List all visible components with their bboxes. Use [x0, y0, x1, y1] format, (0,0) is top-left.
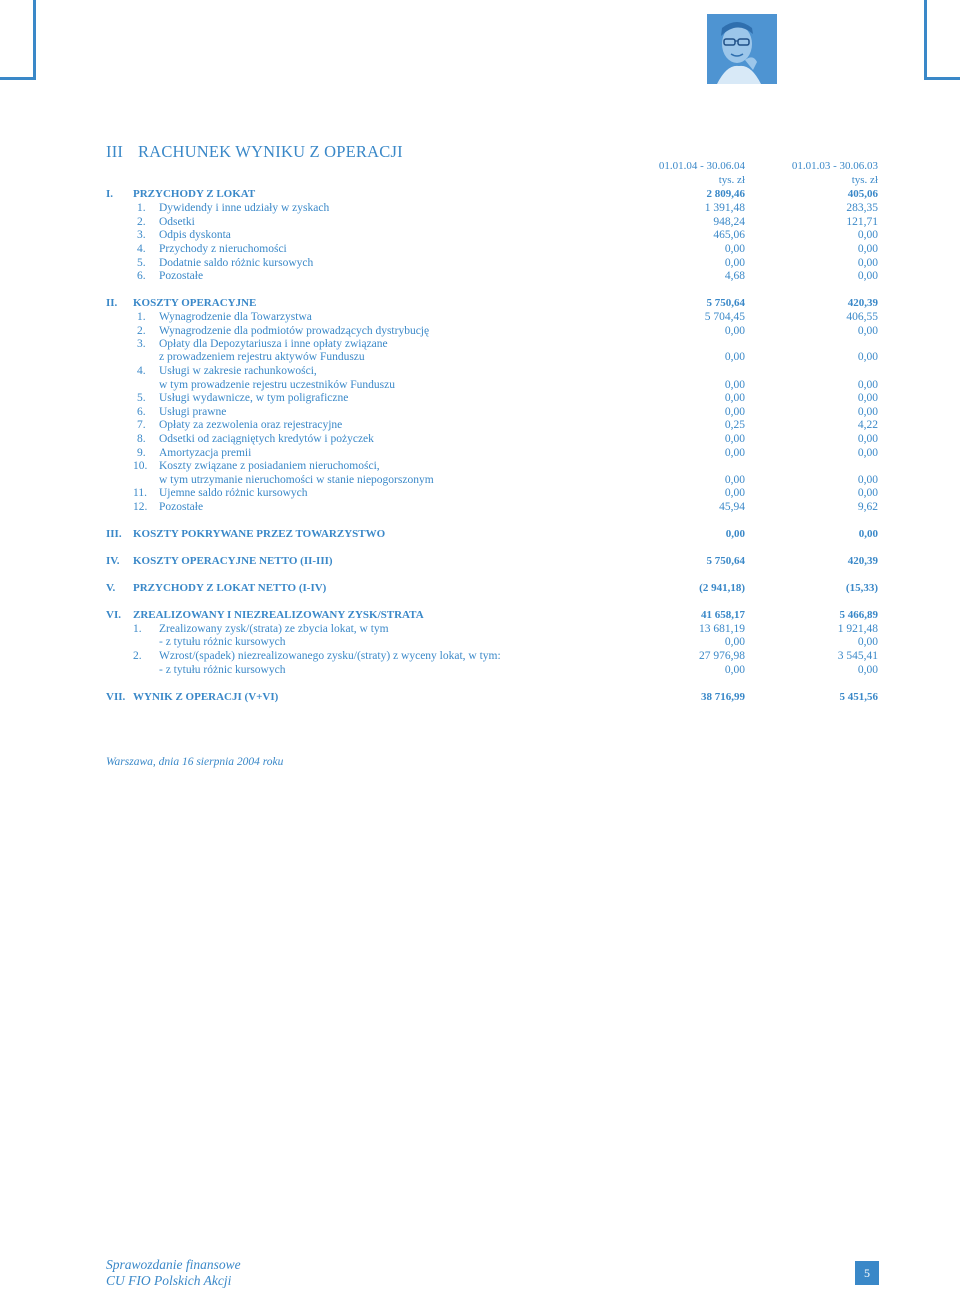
row-label: - z tytułu różnic kursowych — [159, 664, 286, 676]
row-label: Dodatnie saldo różnic kursowych — [159, 257, 314, 269]
row-label: PRZYCHODY Z LOKAT — [133, 188, 256, 200]
table-row — [0, 256, 960, 270]
row-number: III. — [106, 528, 122, 540]
value-period2: 405,06 — [847, 188, 878, 200]
row-label: Wzrost/(spadek) niezrealizowanego zysku/(straty) z wyceny lokat, w tym: — [159, 650, 501, 662]
row-label: - z tytułu różnic kursowych — [159, 636, 286, 648]
row-number: 9. — [137, 447, 146, 459]
value-period1: 0,00 — [724, 379, 745, 391]
signature-place-date: Warszawa, dnia 16 sierpnia 2004 roku — [106, 756, 284, 768]
section-row — [0, 187, 960, 201]
table-row — [0, 228, 960, 242]
row-label: ZREALIZOWANY I NIEZREALIZOWANY ZYSK/STRATA — [133, 609, 424, 621]
column-header-units — [0, 173, 960, 187]
value-period1: (2 941,18) — [699, 582, 745, 594]
unit1-label: tys. zł — [718, 174, 745, 186]
value-period2: 0,00 — [857, 474, 878, 486]
value-period1: 0,00 — [725, 528, 745, 540]
row-number: VII. — [106, 691, 126, 703]
row-label: Odpis dyskonta — [159, 229, 231, 241]
row-number: IV. — [106, 555, 120, 567]
value-period2: 4,22 — [857, 419, 878, 431]
value-period1: 5 704,45 — [704, 311, 745, 323]
row-number: 6. — [137, 270, 146, 282]
value-period1: 465,06 — [713, 229, 745, 241]
table-row — [0, 418, 960, 432]
table-row — [0, 337, 960, 351]
table-row — [0, 405, 960, 419]
section-row — [0, 527, 960, 541]
row-number: 3. — [137, 338, 146, 350]
row-number: 11. — [133, 487, 147, 499]
row-number: I. — [106, 188, 114, 200]
page-number-box: 5 — [855, 1261, 879, 1285]
row-label: PRZYCHODY Z LOKAT NETTO (I-IV) — [133, 582, 327, 594]
value-period1: 0,00 — [724, 351, 745, 363]
row-number: 2. — [137, 325, 146, 337]
unit2-label: tys. zł — [851, 174, 878, 186]
row-label: Dywidendy i inne udziały w zyskach — [159, 202, 330, 214]
value-period1: 27 976,98 — [699, 650, 745, 662]
row-number: 5. — [137, 257, 146, 269]
value-period2: 1 921,48 — [837, 623, 878, 635]
corner-frame-left — [0, 0, 36, 80]
row-number: 6. — [137, 406, 146, 418]
row-number: 3. — [137, 229, 146, 241]
row-number: 1. — [133, 623, 142, 635]
table-row — [0, 364, 960, 378]
table-row — [0, 391, 960, 405]
row-label: KOSZTY OPERACYJNE — [133, 297, 257, 309]
row-number: 8. — [137, 433, 146, 445]
value-period2: 5 451,56 — [839, 691, 878, 703]
value-period1: 0,00 — [724, 406, 745, 418]
value-period2: 5 466,89 — [839, 609, 878, 621]
value-period2: 0,00 — [857, 447, 878, 459]
value-period2: 0,00 — [857, 257, 878, 269]
value-period2: 3 545,41 — [837, 650, 878, 662]
row-label: Amortyzacja premii — [159, 447, 252, 459]
value-period1: 5 750,64 — [706, 555, 745, 567]
table-row — [0, 473, 960, 487]
section-row — [0, 608, 960, 622]
value-period2: 0,00 — [857, 379, 878, 391]
value-period1: 0,00 — [724, 447, 745, 459]
row-number: 1. — [137, 202, 146, 214]
value-period2: 9,62 — [857, 501, 878, 513]
value-period1: 0,00 — [724, 325, 745, 337]
section-row — [0, 690, 960, 704]
value-period1: 38 716,99 — [701, 691, 745, 703]
row-label: Wynagrodzenie dla podmiotów prowadzących dystrybucję — [159, 325, 430, 337]
value-period2: 0,00 — [857, 664, 878, 676]
value-period2: 283,35 — [846, 202, 878, 214]
row-number: 5. — [137, 392, 146, 404]
table-row — [0, 459, 960, 473]
value-period1: 948,24 — [713, 216, 745, 228]
table-row — [0, 649, 960, 663]
section-title: RACHUNEK WYNIKU Z OPERACJI — [138, 142, 403, 161]
row-label: Usługi prawne — [159, 406, 227, 418]
row-number: 4. — [137, 243, 146, 255]
value-period1: 0,25 — [724, 419, 745, 431]
value-period2: 0,00 — [857, 487, 878, 499]
row-number: 2. — [137, 216, 146, 228]
column-header-periods — [0, 159, 960, 173]
row-number: 1. — [137, 311, 146, 323]
table-row — [0, 486, 960, 500]
table-row — [0, 622, 960, 636]
table-row — [0, 378, 960, 392]
row-number: VI. — [106, 609, 121, 621]
value-period1: 41 658,17 — [701, 609, 745, 621]
value-period1: 1 391,48 — [704, 202, 745, 214]
value-period1: 45,94 — [719, 501, 745, 513]
row-number: 4. — [137, 365, 146, 377]
table-row — [0, 215, 960, 229]
value-period1: 2 809,46 — [706, 188, 745, 200]
row-label: w tym utrzymanie nieruchomości w stanie niepogorszonym — [159, 474, 434, 486]
row-label: z prowadzeniem rejestru aktywów Funduszu — [159, 351, 365, 363]
value-period2: 0,00 — [857, 325, 878, 337]
table-row — [0, 269, 960, 283]
value-period2: (15,33) — [845, 582, 878, 594]
row-label: Odsetki — [159, 216, 195, 228]
row-number: 2. — [133, 650, 142, 662]
row-label: w tym prowadzenie rejestru uczestników Funduszu — [159, 379, 396, 391]
value-period1: 0,00 — [724, 636, 745, 648]
row-label: Przychody z nieruchomości — [159, 243, 287, 255]
row-label: Zrealizowany zysk/(strata) ze zbycia lokat, w tym — [159, 623, 389, 635]
row-label: Wynagrodzenie dla Towarzystwa — [159, 311, 312, 323]
table-row — [0, 500, 960, 514]
row-label: Koszty związane z posiadaniem nieruchomości, — [159, 460, 380, 472]
value-period1: 0,00 — [724, 257, 745, 269]
value-period2: 0,00 — [857, 351, 878, 363]
table-row — [0, 446, 960, 460]
corner-frame-right — [924, 0, 960, 80]
value-period1: 0,00 — [724, 474, 745, 486]
value-period2: 0,00 — [857, 636, 878, 648]
table-row — [0, 432, 960, 446]
value-period1: 0,00 — [724, 664, 745, 676]
value-period1: 0,00 — [724, 243, 745, 255]
table-row — [0, 242, 960, 256]
period2-label: 01.01.03 - 30.06.03 — [791, 160, 878, 172]
row-label: WYNIK Z OPERACJI (V+VI) — [133, 691, 279, 703]
table-row — [0, 310, 960, 324]
footer-line-1: Sprawozdanie finansowe — [106, 1257, 241, 1272]
table-row — [0, 663, 960, 677]
row-label: Usługi wydawnicze, w tym poligraficzne — [159, 392, 349, 404]
row-label: Odsetki od zaciągniętych kredytów i pożyczek — [159, 433, 374, 445]
section-row — [0, 296, 960, 310]
row-label: Ujemne saldo różnic kursowych — [159, 487, 308, 499]
value-period2: 0,00 — [857, 270, 878, 282]
value-period2: 121,71 — [846, 216, 878, 228]
value-period1: 0,00 — [724, 487, 745, 499]
table-row — [0, 324, 960, 338]
value-period1: 13 681,19 — [699, 623, 745, 635]
footer — [106, 1257, 241, 1289]
portrait-photo — [707, 14, 777, 84]
section-row — [0, 554, 960, 568]
footer-line-2: CU FIO Polskich Akcji — [106, 1273, 232, 1288]
value-period1: 0,00 — [724, 392, 745, 404]
value-period2: 406,55 — [846, 311, 878, 323]
row-number: 10. — [133, 460, 148, 472]
row-label: Opłaty dla Depozytariusza i inne opłaty związane — [159, 338, 388, 350]
value-period2: 0,00 — [857, 433, 878, 445]
table-row — [0, 201, 960, 215]
row-label: Pozostałe — [159, 501, 204, 513]
row-number: 12. — [133, 501, 148, 513]
value-period2: 0,00 — [858, 528, 878, 540]
section-row — [0, 581, 960, 595]
row-number: 7. — [137, 419, 146, 431]
row-number: II. — [106, 297, 118, 309]
value-period1: 5 750,64 — [706, 297, 745, 309]
value-period2: 420,39 — [847, 555, 878, 567]
row-label: Pozostałe — [159, 270, 204, 282]
value-period2: 0,00 — [857, 392, 878, 404]
value-period2: 420,39 — [847, 297, 878, 309]
value-period1: 0,00 — [724, 433, 745, 445]
row-label: Usługi w zakresie rachunkowości, — [159, 365, 317, 377]
row-label: KOSZTY POKRYWANE PRZEZ TOWARZYSTWO — [133, 528, 386, 540]
table-row — [0, 350, 960, 364]
row-label: Opłaty za zezwolenia oraz rejestracyjne — [159, 419, 343, 431]
value-period2: 0,00 — [857, 229, 878, 241]
row-number: V. — [106, 582, 116, 594]
row-label: KOSZTY OPERACYJNE NETTO (II-III) — [133, 555, 333, 567]
value-period2: 0,00 — [857, 406, 878, 418]
table-row — [0, 635, 960, 649]
value-period2: 0,00 — [857, 243, 878, 255]
value-period1: 4,68 — [724, 270, 745, 282]
period1-label: 01.01.04 - 30.06.04 — [658, 160, 745, 172]
section-number: III — [106, 142, 124, 161]
